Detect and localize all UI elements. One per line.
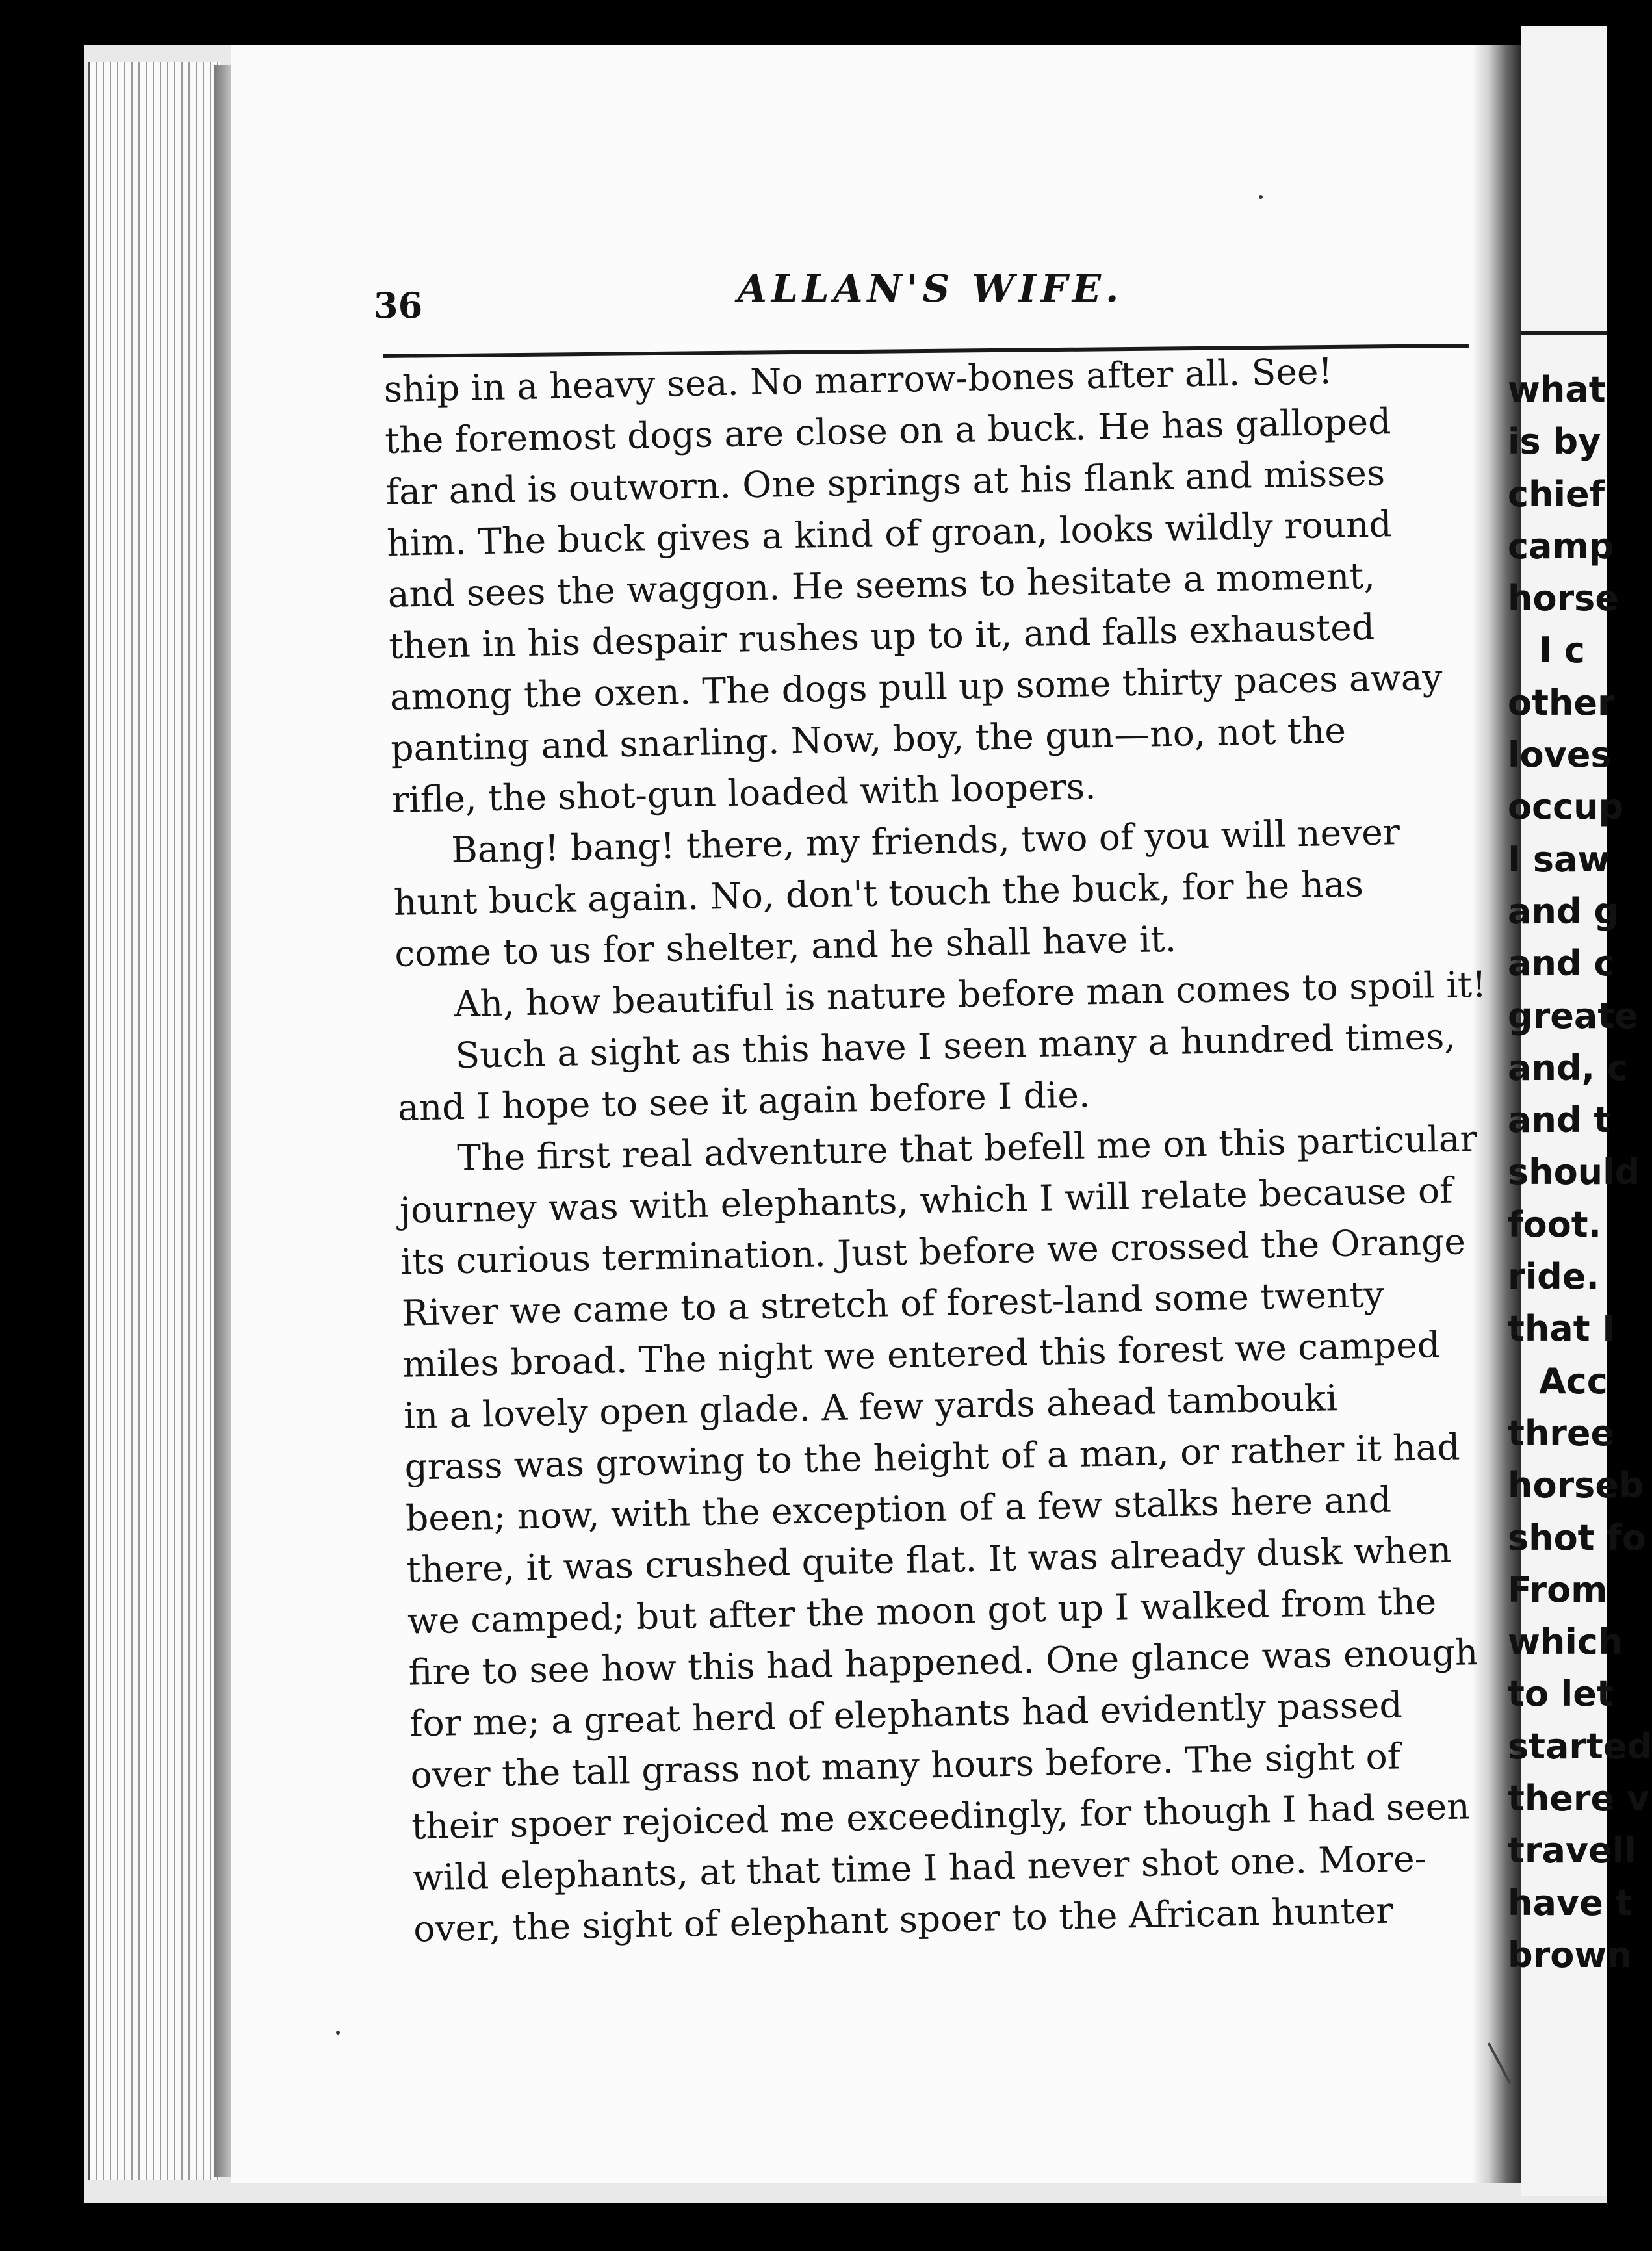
text-line: miles broad. The night we entered this forest we camped <box>402 1324 1441 1385</box>
facing-text-line: have t <box>1508 1882 1633 1923</box>
text-line: over, the sight of elephant spoer to the African hunter <box>413 1889 1394 1950</box>
text-line: far and is outworn. One springs at his flank and misses <box>385 452 1386 513</box>
text-line: journey was with elephants, which I will relate because of <box>399 1169 1454 1231</box>
text-line: there, it was crushed quite flat. It was already dusk when <box>406 1528 1452 1591</box>
facing-text-line: From <box>1508 1569 1608 1610</box>
facing-text-line: is by <box>1508 421 1601 463</box>
facing-text-line: and c <box>1508 943 1615 984</box>
text-line: him. The buck gives a kind of groan, looks wildly round <box>386 503 1393 564</box>
facing-text-line: I saw <box>1508 838 1610 880</box>
facing-text-line: chief <box>1508 473 1605 515</box>
facing-text-line: camp <box>1508 525 1614 567</box>
text-line: rifle, the shot-gun loaded with loopers. <box>391 765 1097 821</box>
text-line: then in his despair rushes up to it, and falls exhausted <box>388 606 1375 667</box>
facing-text-line: occup <box>1508 786 1624 828</box>
facing-text-line: there v <box>1508 1778 1650 1820</box>
facing-header-rule <box>1521 331 1607 335</box>
text-line: hunt buck again. No, don't touch the buck, for he has <box>393 863 1364 923</box>
page-edges <box>88 62 220 2180</box>
facing-text-line: foot. <box>1508 1203 1602 1245</box>
facing-text-line: travell <box>1508 1830 1636 1872</box>
facing-text-line: Acc <box>1539 1360 1608 1402</box>
facing-text-line: horse <box>1508 578 1619 619</box>
facing-text-line: brown <box>1508 1934 1632 1975</box>
text-line: over the tall grass not many hours before. The sight of <box>410 1735 1401 1796</box>
facing-text-line: loves <box>1508 734 1612 776</box>
text-line: come to us for shelter, and he shall have it. <box>394 918 1177 975</box>
text-line: its curious termination. Just before we crossed the Orange <box>400 1220 1466 1283</box>
running-title: ALLAN'S WIFE. <box>738 266 1124 311</box>
facing-text-line: I c <box>1539 630 1585 671</box>
page-number: 36 <box>374 285 423 326</box>
facing-text-line: to let <box>1508 1673 1614 1715</box>
text-line: and I hope to see it again before I die. <box>397 1074 1091 1129</box>
text-line: been; now, with the exception of a few stalks here and <box>405 1478 1392 1539</box>
facing-text-line: should <box>1508 1151 1640 1193</box>
text-line: Such a sight as this have I seen many a hundred times, <box>454 1015 1456 1077</box>
text-line: and sees the waggon. He seems to hesitate a moment, <box>387 554 1376 615</box>
text-line: wild elephants, at that time I had never shot one. More- <box>412 1837 1427 1899</box>
text-line: The first real adventure that befell me on this particular <box>456 1117 1478 1179</box>
print-speck <box>1259 195 1263 199</box>
text-line: in a lovely open glade. A few yards ahead tambouki <box>403 1377 1338 1437</box>
facing-text-line: ride. <box>1508 1256 1599 1298</box>
facing-text-line: that I <box>1508 1308 1616 1350</box>
body-text <box>383 342 1519 1955</box>
facing-text-line: and g <box>1508 890 1619 932</box>
text-line: among the oxen. The dogs pull up some thirty paces away <box>389 656 1443 718</box>
facing-text-line: three <box>1508 1412 1615 1454</box>
text-line: Ah, how beautiful is nature before man comes to spoil it! <box>454 963 1487 1025</box>
text-line: fire to see how this had happened. One glance was enough <box>408 1631 1478 1693</box>
text-line: their spoer rejoiced me exceedingly, for though I had seen <box>411 1785 1471 1847</box>
facing-text-line: started <box>1508 1725 1652 1767</box>
text-line: we camped; but after the moon got up I walked from the <box>407 1580 1437 1642</box>
facing-text-line: and, c <box>1508 1047 1628 1088</box>
text-line: Bang! bang! there, my friends, two of you will never <box>450 811 1400 871</box>
text-line: River we came to a stretch of forest-land some twenty <box>401 1273 1385 1334</box>
text-line: panting and snarling. Now, boy, the gun—no, not the <box>390 709 1347 769</box>
facing-text-line: shot fo <box>1508 1517 1646 1558</box>
print-speck <box>336 2031 340 2035</box>
facing-text-line: horseb <box>1508 1465 1644 1506</box>
facing-page-text <box>1508 364 1652 1981</box>
facing-text-line: what <box>1508 369 1606 410</box>
text-line: for me; a great herd of elephants had evidently passed <box>409 1684 1403 1745</box>
text-line: grass was growing to the height of a man, or rather it had <box>404 1426 1461 1488</box>
text-line: the foremost dogs are close on a buck. He has galloped <box>384 400 1391 461</box>
facing-text-line: and t <box>1508 1100 1611 1141</box>
facing-text-line: greate <box>1508 995 1638 1036</box>
running-head <box>374 266 1472 326</box>
text-line: ship in a heavy sea. No marrow-bones after all. See! <box>383 350 1334 410</box>
facing-text-line: other <box>1508 682 1615 723</box>
facing-text-line: which <box>1508 1621 1623 1663</box>
